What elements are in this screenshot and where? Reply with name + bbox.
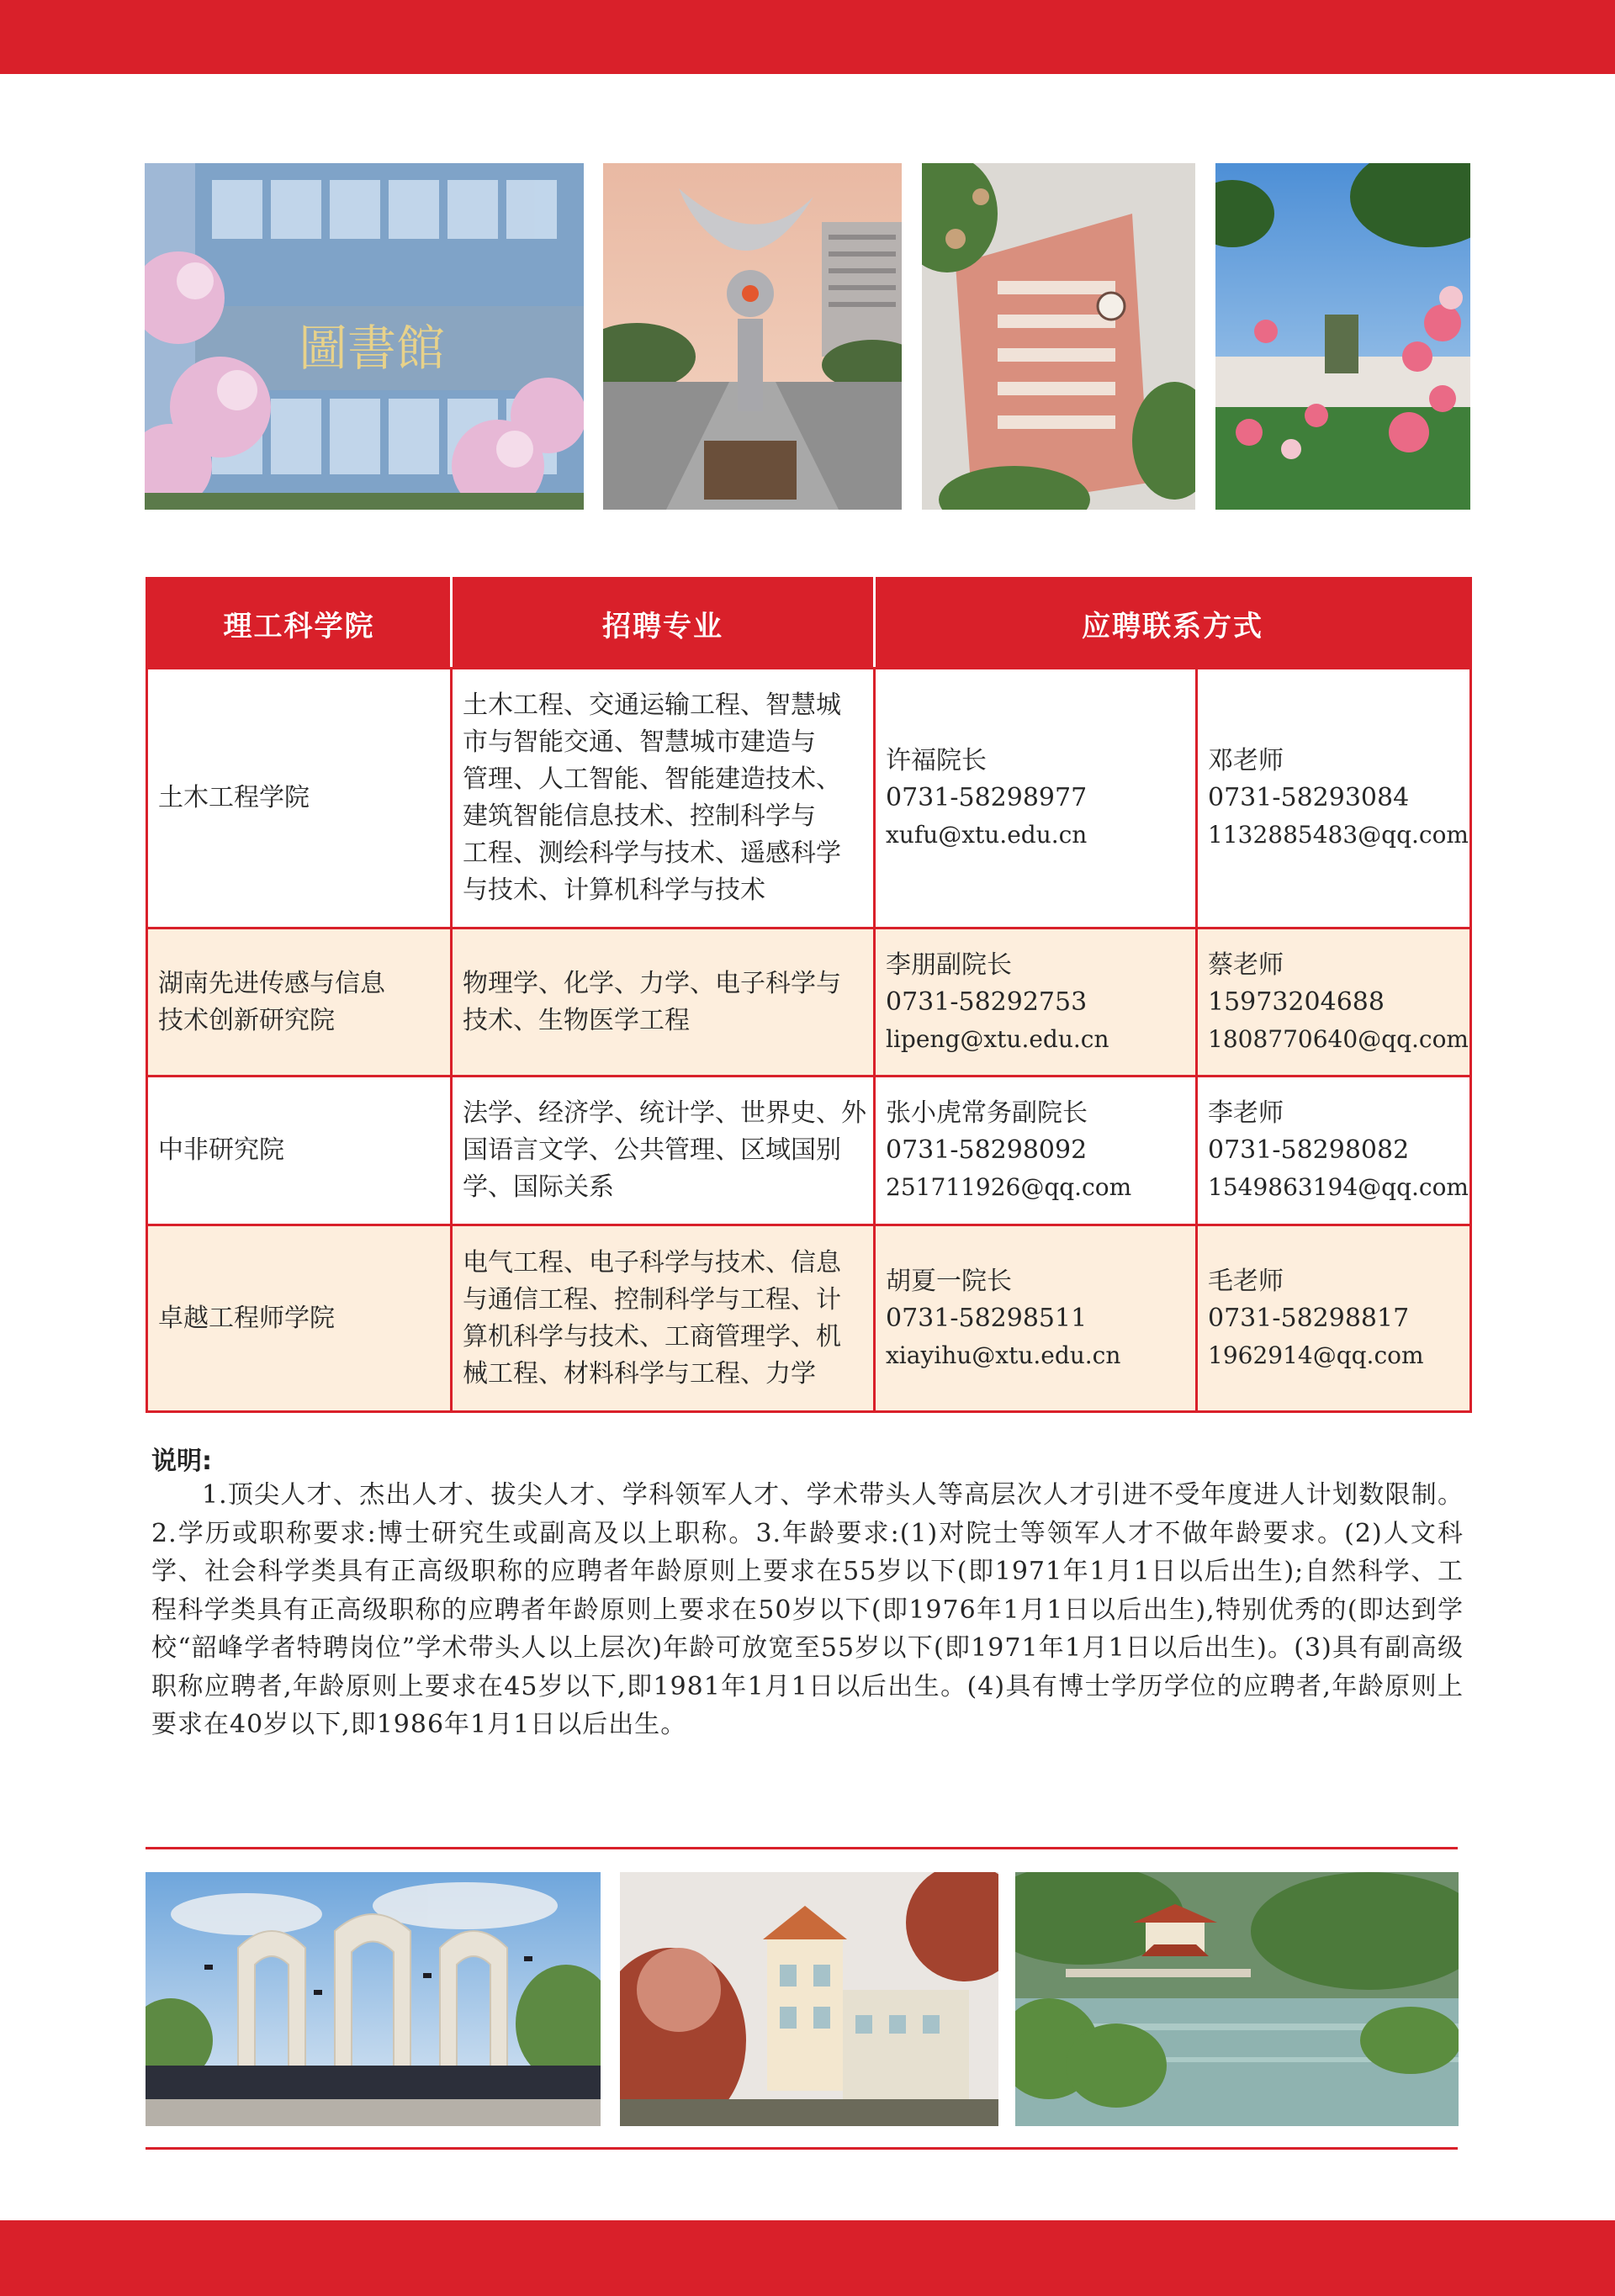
contact-phone: 0731-58293084: [1208, 783, 1410, 812]
contact-name: 许福院长: [886, 746, 987, 775]
contact-teacher: [1197, 669, 1471, 928]
notes-title: 说明:: [151, 1447, 212, 1476]
college-name: 土木工程学院: [147, 669, 452, 928]
contact-name: 张小虎常务副院长: [886, 1098, 1088, 1128]
table-row: [147, 1225, 1471, 1412]
contact-teacher: [1197, 1225, 1471, 1412]
contact-phone: 0731-58292753: [886, 987, 1088, 1017]
contact-dean: [875, 928, 1197, 1077]
contact-dean: [875, 669, 1197, 928]
library-sign: 圖書館: [298, 320, 446, 377]
contact-email[interactable]: xiayihu@xtu.edu.cn: [886, 1341, 1121, 1369]
header-college: 理工科学院: [147, 579, 452, 669]
contact-teacher: [1197, 1077, 1471, 1225]
table-row: [147, 1077, 1471, 1225]
contact-phone: 0731-58298082: [1208, 1135, 1410, 1165]
contact-email[interactable]: lipeng@xtu.edu.cn: [886, 1024, 1109, 1053]
contact-dean: [875, 1225, 1197, 1412]
header-contact: 应聘联系方式: [875, 579, 1471, 669]
major-list: 电气工程、电子科学与技术、信息 与通信工程、控制科学与工程、计 算机科学与技术、工商管理学、机 械工程、材料科学与工程、力学: [452, 1225, 875, 1412]
contact-email[interactable]: 251711926@qq.com: [886, 1173, 1132, 1201]
photo-sculpture: [603, 163, 902, 510]
photo-campus-building: [620, 1872, 998, 2126]
contact-name: 邓老师: [1208, 746, 1284, 775]
table-row: [147, 669, 1471, 928]
contact-phone: 0731-58298977: [886, 783, 1088, 812]
contact-phone: 15973204688: [1208, 987, 1385, 1017]
contact-email[interactable]: 1962914@qq.com: [1208, 1341, 1424, 1369]
photo-library-building: [145, 163, 584, 510]
major-list: 土木工程、交通运输工程、智慧城 市与智能交通、智慧城市建造与 管理、人工智能、智能建造技术、 建筑智能信息技术、控制科学与 工程、测绘科学与技术、遥感科学 与技术、计算机科学与技术: [452, 669, 875, 928]
major-list: 法学、经济学、统计学、世界史、外 国语言文学、公共管理、区域国别 学、国际关系: [452, 1077, 875, 1225]
contact-email[interactable]: 1549863194@qq.com: [1208, 1173, 1469, 1201]
divider-bottom: [146, 2147, 1458, 2150]
major-list: 物理学、化学、力学、电子科学与 技术、生物医学工程: [452, 928, 875, 1077]
contact-phone: 0731-58298817: [1208, 1303, 1410, 1333]
contact-phone: 0731-58298511: [886, 1303, 1088, 1333]
recruitment-table: [146, 577, 1472, 1413]
contact-name: 胡夏一院长: [886, 1266, 1012, 1296]
divider-top: [146, 1847, 1458, 1849]
contact-phone: 0731-58298092: [886, 1135, 1088, 1165]
college-name: 湖南先进传感与信息 技术创新研究院: [147, 928, 452, 1077]
photo-clock-tower: [922, 163, 1195, 510]
contact-name: 李老师: [1208, 1098, 1284, 1128]
contact-name: 李朋副院长: [886, 950, 1012, 980]
contact-dean: [875, 1077, 1197, 1225]
college-name: 中非研究院: [147, 1077, 452, 1225]
college-name: 卓越工程师学院: [147, 1225, 452, 1412]
top-red-band: [0, 0, 1615, 74]
photo-lake-pavilion: [1015, 1872, 1459, 2126]
contact-email[interactable]: xufu@xtu.edu.cn: [886, 821, 1088, 849]
header-major: 招聘专业: [452, 579, 875, 669]
contact-email[interactable]: 1132885483@qq.com: [1208, 821, 1469, 849]
table-header-row: [147, 579, 1471, 669]
bottom-red-band: [0, 2220, 1615, 2296]
contact-name: 蔡老师: [1208, 950, 1284, 980]
photo-graduation-arches: [146, 1872, 601, 2126]
photo-flowers-campus: [1215, 163, 1470, 510]
contact-email[interactable]: 1808770640@qq.com: [1208, 1024, 1469, 1053]
table-row: [147, 928, 1471, 1077]
contact-teacher: [1197, 928, 1471, 1077]
contact-name: 毛老师: [1208, 1266, 1284, 1296]
notes-text: 1.顶尖人才、杰出人才、拔尖人才、学科领军人才、学术带头人等高层次人才引进不受年度进人计划数限制。2.学历或职称要求:博士研究生或副高及以上职称。3.年龄要求:(1)对院士等领军人才不做年龄要求。(2)人文科学、社会科学类具有正高级职称的应聘者年龄原则上要求在55岁以下(即1971年1月1日以后出生);自然科学、工程科学类具有正高级职称的应聘者年龄原则上要求在50岁以下(即1976年1月1日以后出生),特别优秀的(即达到学校“韶峰学者特聘岗位”学术带头人以上层次)年龄可放宽至55岁以下(即1971年1月1日以后出生)。(3)具有副高级职称应聘者,年龄原则上要求在45岁以下,即1981年1月1日以后出生。(4)具有博士学历学位的应聘者,年龄原则上要求在40岁以下,即1986年1月1日以后出生。: [151, 1480, 1464, 1739]
